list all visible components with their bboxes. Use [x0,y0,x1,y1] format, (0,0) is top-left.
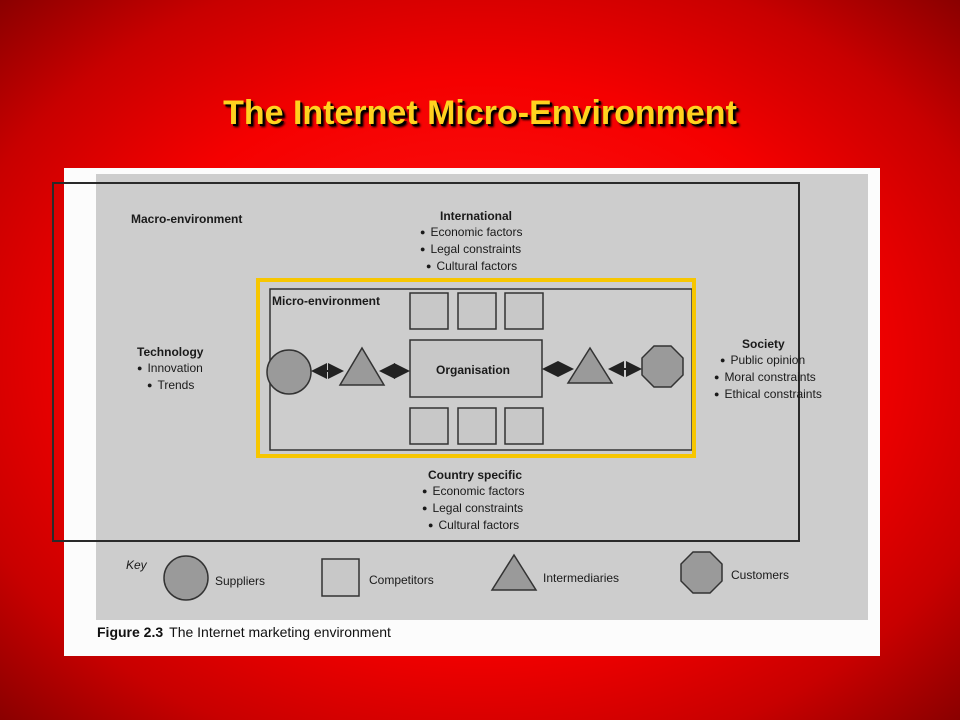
technology-item: ● Innovation [137,360,203,377]
country-specific-item: ● Economic factors [422,483,524,500]
society-heading: Society [742,337,785,351]
key-supplier-circle [164,556,208,600]
society-item: ● Ethical constraints [714,386,822,403]
organisation-label: Organisation [436,363,511,377]
technology-heading: Technology [137,345,204,359]
slide-title: The Internet Micro-Environment [223,94,737,132]
figure-number: Figure 2.3 [97,624,164,640]
key-competitors-label: Competitors [369,573,434,587]
international-item: ● Legal constraints [420,241,522,258]
technology-item: ● Trends [137,377,203,394]
country-specific-heading: Country specific [428,468,523,482]
figure-caption [97,624,391,640]
country-specific-item: ● Legal constraints [422,500,524,517]
key-competitor-square [322,559,359,596]
society-item: ● Public opinion [714,352,822,369]
international-heading: International [440,209,513,223]
key-suppliers-label: Suppliers [215,574,266,588]
key-customers-label: Customers [731,568,790,582]
figure-caption-text: The Internet marketing environment [169,624,391,640]
key-customer-octagon [681,552,722,593]
key-title: Key [126,558,147,572]
key-intermediaries-label: Intermediaries [543,571,620,585]
macro-environment-label: Macro-environment [131,212,243,226]
international-item: ● Cultural factors [420,258,522,275]
micro-environment-label: Micro-environment [272,294,381,308]
society-item: ● Moral constraints [714,369,822,386]
country-specific-item: ● Cultural factors [422,517,524,534]
international-item: ● Economic factors [420,224,522,241]
key-intermediary-triangle [492,555,536,590]
